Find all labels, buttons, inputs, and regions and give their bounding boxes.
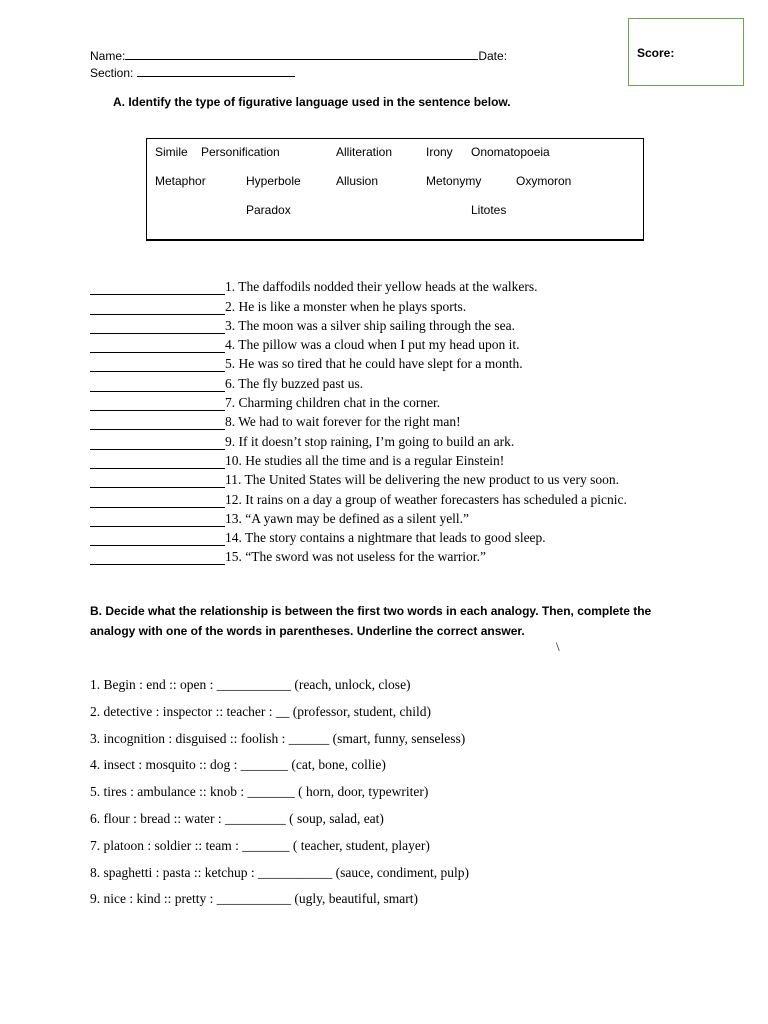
analogy-item[interactable]: 9. nice : kind :: pretty : ___________ (ugly, beautiful, smart) (90, 891, 418, 907)
name-field[interactable] (125, 48, 478, 60)
name-label: Name: (90, 49, 126, 63)
score-label: Score: (637, 46, 675, 60)
section-a-item (90, 430, 730, 449)
section-a-item (90, 527, 730, 546)
analogy-item[interactable]: 7. platoon : soldier :: team : _______ ( teacher, student, player) (90, 837, 430, 853)
answer-blank[interactable] (90, 338, 225, 353)
answer-blank[interactable] (90, 357, 225, 372)
answer-blank[interactable] (90, 300, 225, 315)
item-text: 8. We had to wait forever for the right man! (225, 414, 461, 430)
word-litotes: Litotes (471, 203, 507, 217)
analogy-item[interactable]: 4. insect : mosquito :: dog : _______ (cat, bone, collie) (90, 757, 386, 773)
word-oxymoron: Oxymoron (516, 174, 572, 188)
item-text: 14. The story contains a nightmare that leads to good sleep. (225, 530, 546, 546)
analogy-item[interactable]: 2. detective : inspector :: teacher : __ (professor, student, child) (90, 703, 431, 719)
word-metaphor: Metaphor (155, 174, 206, 188)
word-metonymy: Metonymy (426, 174, 482, 188)
answer-blank[interactable] (90, 280, 225, 295)
item-text: 7. Charming children chat in the corner. (225, 395, 441, 411)
section-a-items (90, 276, 730, 565)
section-a-item (90, 315, 730, 334)
section-a-item (90, 392, 730, 411)
section-a-title: A. Identify the type of figurative language used in the sentence below. (113, 95, 511, 109)
score-box (628, 18, 744, 86)
section-line (90, 65, 295, 80)
word-simile: Simile (155, 145, 188, 159)
word-irony: Irony (426, 145, 453, 159)
answer-blank[interactable] (90, 435, 225, 450)
analogy-item[interactable]: 5. tires : ambulance :: knob : _______ ( horn, door, typewriter) (90, 784, 429, 800)
section-label: Section: (90, 66, 134, 80)
word-paradox: Paradox (246, 203, 291, 217)
section-field[interactable] (137, 65, 295, 77)
analogy-item[interactable]: 1. Begin : end :: open : ___________ (reach, unlock, close) (90, 677, 411, 692)
answer-blank[interactable] (90, 550, 225, 565)
section-a-item (90, 353, 730, 372)
stray-backslash: \ (556, 639, 560, 654)
answer-blank[interactable] (90, 415, 225, 430)
answer-blank[interactable] (90, 454, 225, 469)
item-text: 6. The fly buzzed past us. (225, 375, 364, 391)
item-text: 12. It rains on a day a group of weather forecasters has scheduled a picnic. (225, 491, 627, 507)
section-a-item (90, 469, 730, 488)
answer-blank[interactable] (90, 396, 225, 411)
item-text: 10. He studies all the time and is a regular Einstein! (225, 452, 505, 468)
section-a-item (90, 450, 730, 469)
item-text: 5. He was so tired that he could have slept for a month. (225, 356, 523, 372)
answer-blank[interactable] (90, 473, 225, 488)
analogy-item[interactable]: 6. flour : bread :: water : _________ ( soup, salad, eat) (90, 810, 384, 826)
word-personification: Personification (201, 145, 280, 159)
item-text: 4. The pillow was a cloud when I put my head upon it. (225, 337, 520, 353)
word-alliteration: Alliteration (336, 145, 393, 159)
item-text: 2. He is like a monster when he plays sports. (225, 298, 467, 314)
answer-blank[interactable] (90, 531, 225, 546)
section-a-item (90, 488, 730, 507)
section-a-item (90, 372, 730, 391)
answer-blank[interactable] (90, 377, 225, 392)
name-date-line (90, 48, 507, 63)
section-a-item (90, 546, 730, 565)
section-a-item (90, 411, 730, 430)
item-text: 11. The United States will be delivering the new product to us very soon. (225, 472, 620, 488)
item-text: 1. The daffodils nodded their yellow heads at the walkers. (225, 279, 538, 295)
analogy-item[interactable]: 8. spaghetti : pasta :: ketchup : ___________ (sauce, condiment, pulp) (90, 864, 470, 880)
section-a-item (90, 508, 730, 527)
section-a-item (90, 295, 730, 314)
section-b-items (90, 677, 710, 918)
answer-blank[interactable] (90, 493, 225, 508)
date-label: Date: (478, 49, 508, 63)
section-a-item (90, 276, 730, 295)
analogy-item[interactable]: 3. incognition : disguised :: foolish : ______ (smart, funny, senseless) (90, 730, 466, 746)
item-text: 15. “The sword was not useless for the warrior.” (225, 549, 486, 565)
section-b-title: B. Decide what the relationship is between the first two words in each analogy. Then, complete the analogy with one of the words in parentheses. Underline the correct answer. (90, 604, 652, 638)
section-a-item (90, 334, 730, 353)
word-hyperbole: Hyperbole (246, 174, 301, 188)
answer-blank[interactable] (90, 512, 225, 527)
item-text: 13. “A yawn may be defined as a silent yell.” (225, 510, 470, 526)
item-text: 9. If it doesn’t stop raining, I’m going to build an ark. (225, 433, 515, 449)
answer-blank[interactable] (90, 319, 225, 334)
word-bank-box (146, 138, 644, 241)
word-onomatopoeia: Onomatopoeia (471, 145, 550, 159)
word-allusion: Allusion (336, 174, 379, 188)
item-text: 3. The moon was a silver ship sailing through the sea. (225, 317, 515, 333)
